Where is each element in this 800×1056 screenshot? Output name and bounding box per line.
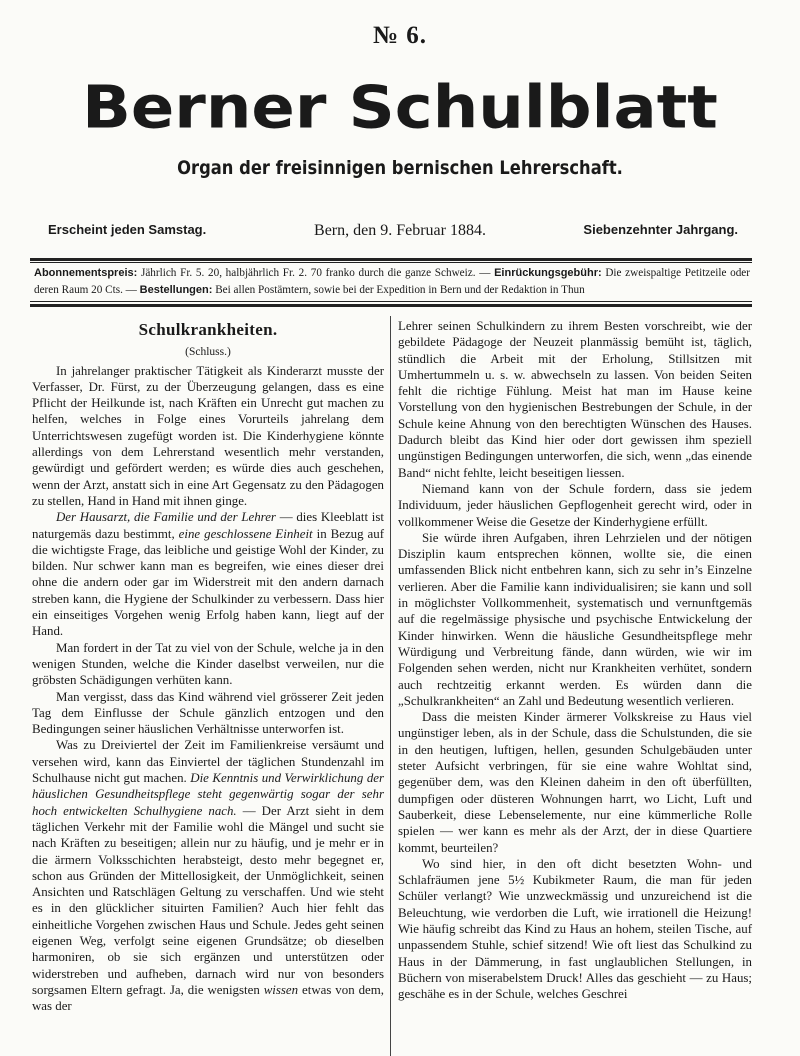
paragraph [32,509,384,639]
paragraph: Wo sind hier, in den oft dicht besetzten Wohn- und Schlafräumen jene 5½ Kubikmeter Raum, die man für jeden Schüler verlangt? Wie unzweckmässig und unzureichend ist die Beleuchtung, wie verdorben die Luft, wie irrationell die Heizung! Wie häufig schreibt das Kind zu Haus an hohem, steilen Tische, auf unpassendem Stuhle, schief sitzend! Wie oft liest das Schulkind zu Haus in der Dämmerung, in fast unglaublichen Stellungen, in Büchern von miserabelstem Druck! Alles das geschieht — zu Haus; geschähe es in der Schule, welches Geschrei [398,856,752,1002]
paragraph: Man vergisst, dass das Kind während viel grösserer Zeit jeden Tag dem Einflusse der Schule gänzlich entzogen und den Bedingungen seiner häuslichen Verhältnisse unterworfen ist. [32,689,384,737]
volume-label: Siebenzehnter Jahrgang. [583,222,738,237]
paragraph-text: — Der Arzt sieht in dem täglichen Verkehr mit der Familie wohl die Mängel und sucht sie nach Kräften zu beseitigen; allein nur zu häufig, und je mehr er in die ärmern Volksschichten herabsteigt, desto mehr begegnet er, schon aus Gründen der Mittellosigkeit, der Unmöglichkeit, seinen Ansichten und Ratschlägen Geltung zu verschaffen. Und wie steht es in den glücklicher situirten Familien? Auch hier fehlt das einheitliche Vorgehen zwischen Haus und Schule. Jedes geht seinen eigenen Weg, verfolgt seine eigenen Grundsätze; ob dieselben harmoniren, ob sie sich ergänzen und unterstützen oder widerstreben und aufheben, darnach wird nur von besonders sorgsamen Eltern gefragt. Ja, die wenigsten [32,803,385,997]
paragraph-text: etwas von dem, was der [32,982,384,1014]
italic-text: Die Kenntnis und Verwirklichung der häuslichen Gesundheitspflege steht gegenwärtig sogar der sehr hoch entwickelten Schulhygiene nach. [32,771,384,818]
header-rule-thick [30,258,752,261]
paragraph-text: — dies Kleeblatt ist naturgemäs dazu bestimmt, [32,510,384,541]
orders-label: Bestellungen: [139,284,213,296]
publication-frequency: Erscheint jeden Samstag. [48,222,207,237]
paragraph: Sie würde ihren Aufgaben, ihren Lehrzielen und der nötigen Disziplin kaum entsprechen können, wollte sie, die einen umfassenden Blick nicht entbehren kann, sich zu sehr in’s Einzelne verlieren. Aber die Familie kann individualisiren; sie kann und soll in möglichster Vollkommenheit, systematisch und vernunftgemäs auf die regelmässige physische und psychische Entwickelung der Kinder hinwirken. Wenn die häusliche Gesundheitspflege mehr Würdigung und Verbreitung fände, dann würden, wie wir im Folgenden sehen werden, nicht nur Krankheiten verhütet, sondern auch rechtzeitig erkannt werden. Es würden dann die „Schulkrankheiten“ an Zahl und Bedeutung wesentlich verlieren. [398,530,752,708]
article-note: (Schluss.) [185,346,231,359]
info-rule-thick [30,304,752,307]
subscription-info [34,265,750,299]
place-date: Bern, den 9. Februar 1884. [314,222,486,239]
article-title: Schulkrankheiten. [138,320,278,339]
orders-text: Bei allen Postämtern, sowie bei der Expedition in Bern und der Redaktion in Thun [212,284,585,296]
header-rule-thin [30,262,752,263]
paragraph: In jahrelanger praktischer Tätigkeit als Kinderarzt musste der Verfasser, Dr. Fürst, zu der Überzeugung gelangen, dass es eine Pflicht der Heilkunde ist, nach Kräften ein Unrecht gut machen zu helfen, welches in Folge eines Vorurteils jahrelang dem Unterrichtswesen zugefügt worden ist. Die Kinderhygiene könnte allerdings von dem Lehrerstand wesentlich mehr verstanden, gewürdigt und gefördert werden; es würde dies auch geschehen, wenn der Arzt, anstatt sich in eine Art Gegensatz zu den Pädagogen zu stellen, Hand in Hand mit ihnen ginge. [32,363,384,508]
paragraph-text: Was zu Dreiviertel der Zeit im Familienkreise versäumt und versehen wird, kann das Einviertel der täglichen Stundenzahl im Schulhause nicht gut machen. [32,738,384,786]
paragraph: Dass die meisten Kinder ärmerer Volkskreise zu Haus viel ungünstiger leben, als in der Schule, dass die Schulstunden, die sie in den heutigen, luftigen, hellen, gesunden Schulgebäuden unter steter Aufsicht verbringen, für sie eine wahre Wohltat sind, gegenüber dem, was den Kleinen daheim in den oft überfüllten, dumpfigen oder düsteren Wohnungen harrt, wo Licht, Luft und Sauberkeit, diese Lebenselemente, nur eine kümmerliche Rolle spielen — wer kann es mehr als der Arzt, der in diese Quartiere kommt, beurteilen? [398,710,752,855]
subscription-text: Jährlich Fr. 5. 20, halbjährlich Fr. 2. 70 franko durch die ganze Schweiz. — [137,267,495,279]
paragraph [32,737,384,1014]
article-column-left [32,318,384,1014]
newspaper-subtitle: Organ der freisinnigen bernischen Lehrerschaft. [177,157,623,179]
italic-text: Der Hausarzt, die Familie und der Lehrer [56,510,276,525]
italic-text: wissen [263,982,299,997]
insertion-fee-text: Die zweispaltige Petitzeile oder deren Raum 20 Cts. — [34,267,750,296]
info-rule-thin [30,301,752,302]
paragraph: Lehrer seinen Schulkindern zu ihrem Besten vorschreibt, wie der gebildete Pädagoge der Neuzeit planmässig bemüht ist, täglich, stündlich die Arbeit mit der Erholung, Stillsitzen mit Umhertummeln u. s. w. abwechseln zu lassen. Von beiden Seiten fehlt die richtige Fühlung. Meist hat man im Hause keine Vorstellung von den hygienischen Bestrebungen der Schule, in der Schule keine Ahnung von den berechtigten Wünschen des Hauses. Dadurch bleibt das Kind hier oder dort gewissen ihm speziell ungünstigen Bedingungen unterworfen, die sich, wenn „das einende Band“ nicht fehlte, leicht beseitigen liessen. [398,319,752,480]
paragraph: Niemand kann von der Schule fordern, dass sie jedem Individuum, jeder häuslichen Gepflogenheit gerecht wird, oder in vollkommener Weise die Gesetze der Kinderhygiene erfüllt. [398,481,752,529]
subscription-label: Abonnementspreis: [34,267,138,279]
paragraph: Man fordert in der Tat zu viel von der Schule, welche ja in den wenigen Stunden, welche die Kinder daselbst verweilen, nur die gröbsten Schädigungen verhüten kann. [32,640,384,688]
column-divider [390,316,391,1056]
newspaper-title: Berner Schulblatt [82,73,718,143]
italic-text: eine geschlossene Einheit [178,526,313,541]
paragraph-text: in Bezug auf die wichtigste Frage, das leibliche und geistige Wohl der Kinder, zu bilden. Nur schwer kann man es begreifen, wie eines dieser drei ohne die andern oder gar im Widerstreit mit den andern darnach streben kann, die Hygiene der Schulkinder zu verbessern. Dass hier ein einseitiges Vorgehen wenig Erfolg haben kann, liegt auf der Hand. [32,526,384,639]
issue-number: № 6. [372,22,428,49]
article-column-right [398,318,752,1002]
insertion-fee-label: Einrückungsgebühr: [494,267,602,279]
